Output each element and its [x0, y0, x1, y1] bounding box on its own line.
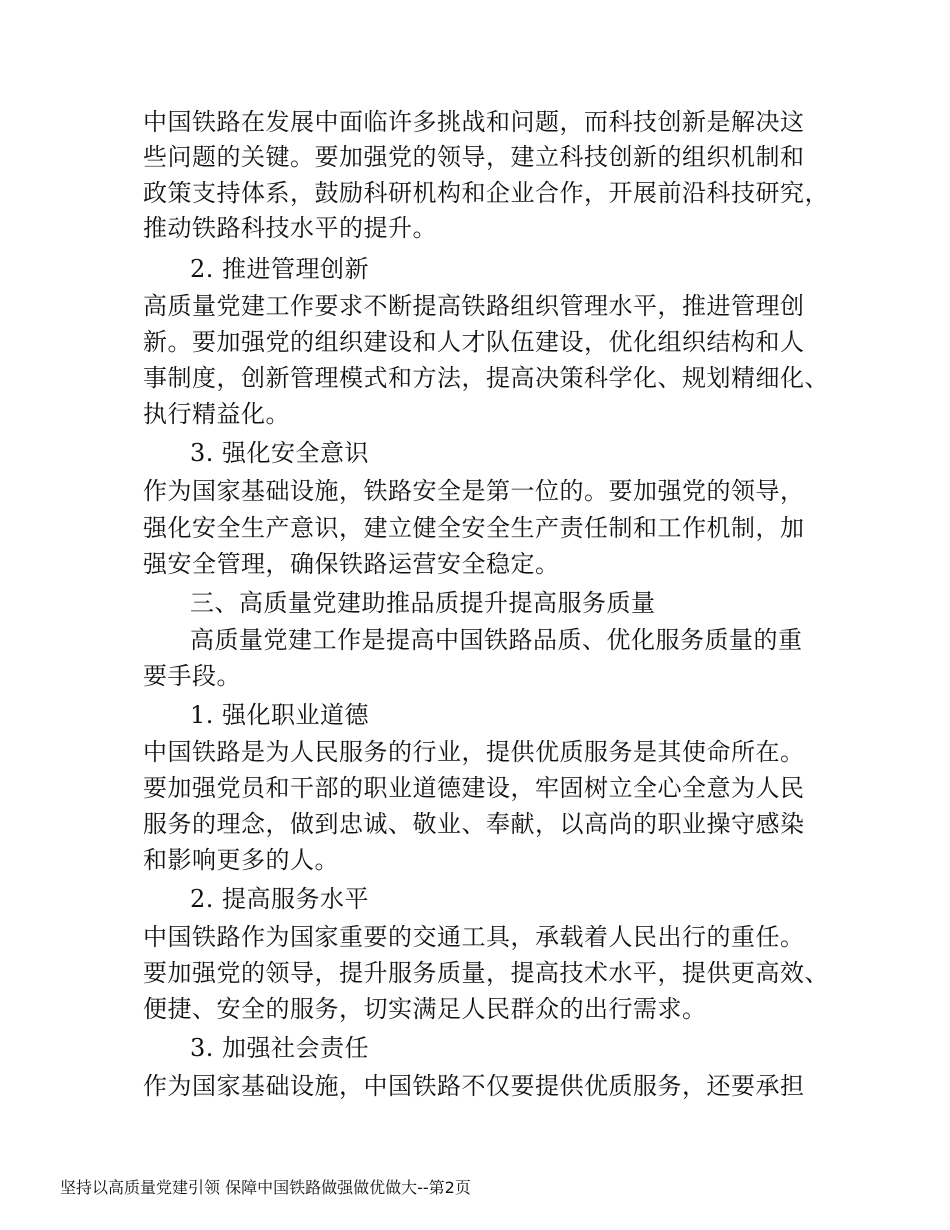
body-text-line: 强化安全生产意识，建立健全安全生产责任制和工作机制，加 [143, 514, 805, 542]
body-text-line: 高质量党建工作要求不断提高铁路组织管理水平，推进管理创 [143, 292, 805, 320]
body-text-line: 中国铁路在发展中面临许多挑战和问题，而科技创新是解决这 [143, 108, 805, 136]
body-text-line: 服务的理念，做到忠诚、敬业、奉献，以高尚的职业操守感染 [143, 810, 805, 838]
body-text-line: 便捷、安全的服务，切实满足人民群众的出行需求。 [143, 995, 707, 1023]
body-text-line: 事制度，创新管理模式和方法，提高决策科学化、规划精细化、 [143, 364, 829, 392]
section-heading: 3. 强化安全意识 [190, 439, 370, 467]
body-text-line: 政策支持体系，鼓励科研机构和企业合作，开展前沿科技研究， [143, 179, 829, 207]
body-text-line: 中国铁路作为国家重要的交通工具，承载着人民出行的重任。 [143, 923, 805, 951]
body-text-line: 强安全管理，确保铁路运营安全稳定。 [143, 550, 560, 578]
section-heading: 1. 强化职业道德 [190, 701, 370, 729]
body-text-line: 高质量党建工作是提高中国铁路品质、优化服务质量的重 [190, 626, 803, 654]
body-text-line: 要加强党员和干部的职业道德建设，牢固树立全心全意为人民 [143, 774, 805, 802]
body-text-line: 执行精益化。 [143, 400, 290, 428]
body-text-line: 作为国家基础设施，铁路安全是第一位的。要加强党的领导， [143, 477, 805, 505]
section-heading: 2. 推进管理创新 [190, 255, 370, 283]
body-text-line: 些问题的关键。要加强党的领导，建立科技创新的组织机制和 [143, 143, 805, 171]
body-text-line: 新。要加强党的组织建设和人才队伍建设，优化组织结构和人 [143, 328, 805, 356]
chapter-heading: 三、高质量党建助推品质提升提高服务质量 [190, 589, 656, 617]
section-heading: 3. 加强社会责任 [190, 1034, 370, 1062]
body-text-line: 推动铁路科技水平的提升。 [143, 214, 437, 242]
body-text-line: 和影响更多的人。 [143, 846, 339, 874]
body-text-line: 作为国家基础设施，中国铁路不仅要提供优质服务，还要承担 [143, 1072, 805, 1100]
page-footer: 坚持以高质量党建引领 保障中国铁路做强做优做大--第2页 [60, 1178, 471, 1197]
body-text-line: 要加强党的领导，提升服务质量，提高技术水平，提供更高效、 [143, 959, 829, 987]
section-heading: 2. 提高服务水平 [190, 885, 370, 913]
body-text-line: 要手段。 [143, 662, 241, 690]
body-text-line: 中国铁路是为人民服务的行业，提供优质服务是其使命所在。 [143, 738, 805, 766]
